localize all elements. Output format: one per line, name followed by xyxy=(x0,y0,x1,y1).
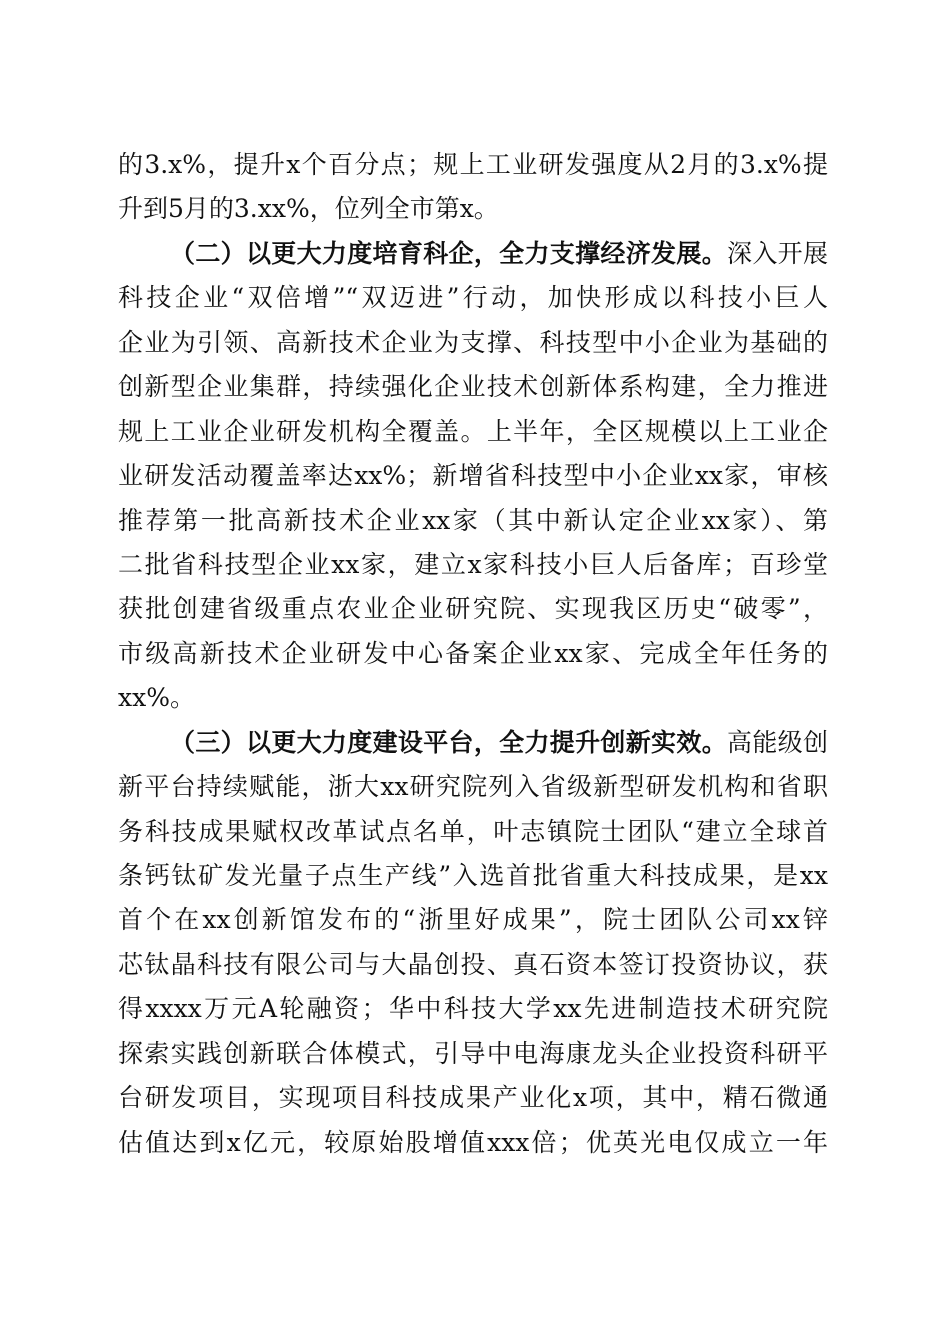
section-heading-line xyxy=(118,721,828,765)
text-line: 首个在xx创新馆发布的“浙里好成果”，院士团队公司xx锌 xyxy=(118,905,828,935)
text-line: 业研发活动覆盖率达xx%；新增省科技型中小企业xx家，审核 xyxy=(118,461,828,491)
text-line: 估值达到x亿元，较原始股增值xxx倍；优英光电仅成立一年 xyxy=(118,1127,828,1157)
text-run: 深入开展 xyxy=(727,238,828,268)
text-line: 市级高新技术企业研发中心备案企业xx家、完成全年任务的 xyxy=(118,638,828,668)
text-line: 芯钛晶科技有限公司与大晶创投、真石资本签订投资协议，获 xyxy=(118,949,828,979)
text-line: 得xxxx万元A轮融资；华中科技大学xx先进制造技术研究院 xyxy=(118,994,828,1024)
section-heading-line xyxy=(118,232,828,276)
text-line: 升到5月的3.xx%，位列全市第x。 xyxy=(118,194,499,224)
section-heading: （二）以更大力度培育科企，全力支撑经济发展。 xyxy=(170,238,728,268)
text-line: 企业为引领、高新技术企业为支撑、科技型中小企业为基础的 xyxy=(118,327,828,357)
text-line: 新平台持续赋能，浙大xx研究院列入省级新型研发机构和省职 xyxy=(118,772,828,802)
text-line: 规上工业企业研发机构全覆盖。上半年，全区规模以上工业企 xyxy=(118,416,828,446)
text-line: 的3.x%，提升x个百分点；规上工业研发强度从2月的3.x%提 xyxy=(118,150,828,179)
text-line: 台研发项目，实现项目科技成果产业化x项，其中，精石微通 xyxy=(118,1083,828,1113)
text-line: 推荐第一批高新技术企业xx家（其中新认定企业xx家）、第 xyxy=(118,505,828,535)
text-line: 探索实践创新联合体模式，引导中电海康龙头企业投资科研平 xyxy=(118,1038,828,1068)
text-line: xx%。 xyxy=(118,683,195,713)
text-line: 创新型企业集群，持续强化企业技术创新体系构建，全力推进 xyxy=(118,372,828,402)
text-line: 二批省科技型企业xx家，建立x家科技小巨人后备库；百珍堂 xyxy=(118,549,828,579)
text-line: 获批创建省级重点农业企业研究院、实现我区历史“破零”， xyxy=(118,594,828,624)
text-line: 务科技成果赋权改革试点名单，叶志镇院士团队“建立全球首 xyxy=(118,816,828,846)
section-heading: （三）以更大力度建设平台，全力提升创新实效。 xyxy=(170,727,728,757)
text-line: 科技企业“双倍增”“双迈进”行动，加快形成以科技小巨人 xyxy=(118,283,828,313)
document-body xyxy=(118,143,828,1165)
text-run: 高能级创 xyxy=(727,727,828,757)
text-line: 条钙钛矿发光量子点生产线”入选首批省重大科技成果，是xx xyxy=(118,861,828,890)
